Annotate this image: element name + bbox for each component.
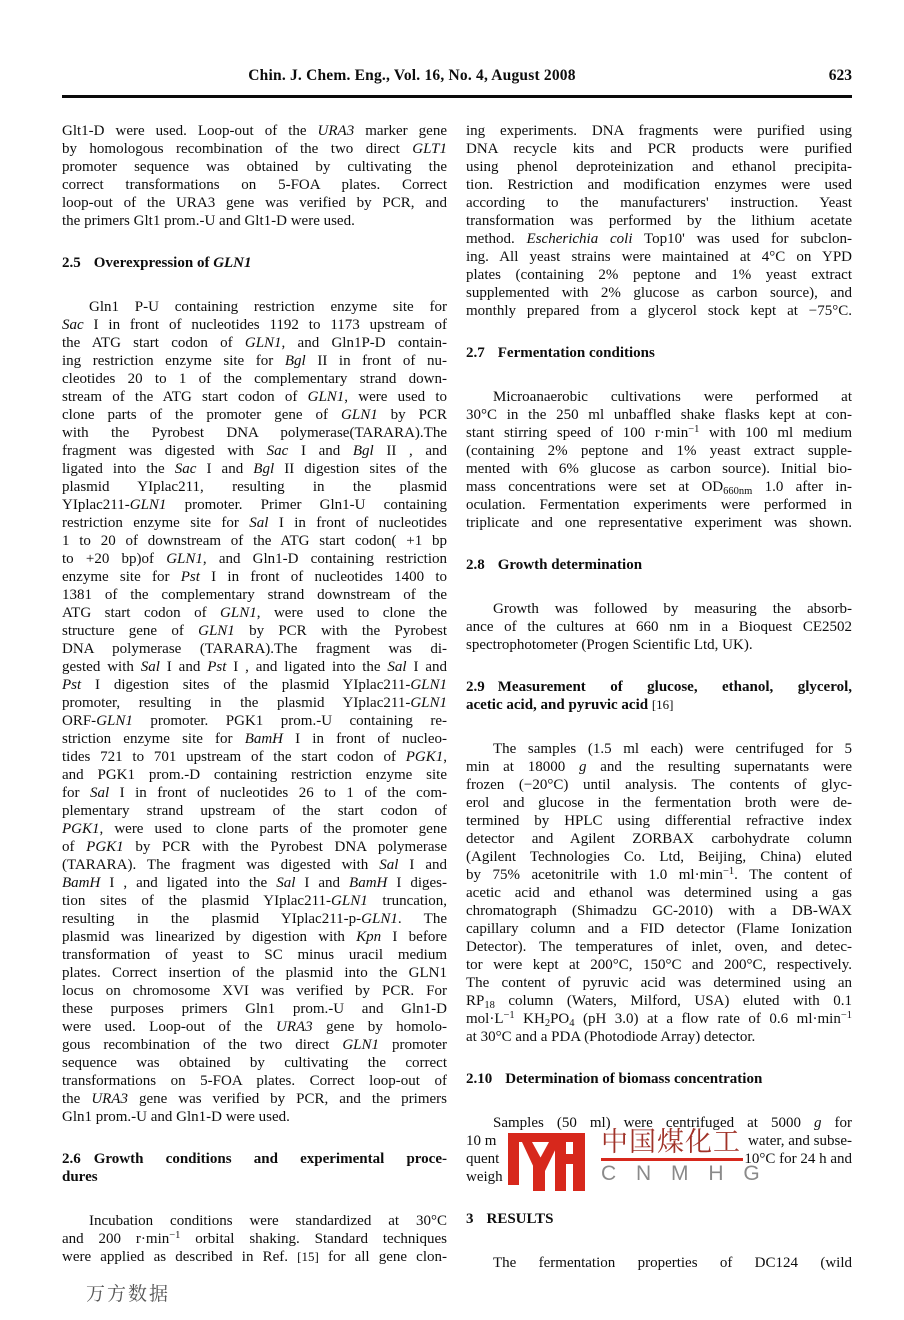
text-line: 3 RESULTS [466,1211,554,1227]
text-line: quent 10°C for 24 h and [466,1151,852,1167]
text-line: plates (containing 2% peptone and 1% yeast extract [466,267,852,283]
text-line: chromatograph (Shimadzu GC-2010) with a DB-WAX [466,903,852,919]
text-line: ing restriction enzyme site for Bgl II in front of nu- [62,353,447,369]
text-line: plasmid was linearized by digestion with Kpn I before [62,929,447,945]
text-line: tor were kept at 200°C, 150°C and 200°C, respectively. [466,957,852,973]
text-line: resulting in the plasmid YIplac211-p-GLN1. The [62,911,447,927]
text-line: the primers Glt1 prom.-U and Glt1-D were used. [62,213,355,229]
section-heading [466,1070,852,1088]
journal-header: Chin. J. Chem. Eng., Vol. 16, No. 4, August 2008 [248,67,576,84]
text-line: YIplac211-GLN1 promoter. Primer Gln1-U containing [62,497,447,513]
left-column [62,122,447,1266]
text-line: enzyme site for Pst I in front of nucleotides 1400 to [62,569,447,585]
text-line: The content of pyruvic acid was determined using an [466,975,852,991]
text-line: by homologous recombination of the two direct GLT1 [62,141,447,157]
text-line: ance of the cultures at 660 nm in a Bioquest CE2502 [466,619,852,635]
text-line: Microanaerobic cultivations were performed at [493,389,852,405]
paragraph [466,600,852,654]
text-line: these purposes primers Gln1 prom.-U and Gln1-D [62,1001,447,1017]
text-line: capillary column and a FID detector (Flame Ionization [466,921,852,937]
wanfang-watermark: 万方数据 [86,1284,171,1305]
text-line: $RP_{18}$ column (Waters, Milford, USA) eluted with 0.1 [466,993,852,1010]
text-line: oculation. Fermentation experiments were performed in [466,497,852,513]
text-line: Incubation conditions were standardized at 30°C [89,1213,447,1229]
text-line: acetic acid and ethanol was determined using a gas [466,885,852,901]
text-line: at 30°C and a PDA (Photodiode Array) detector. [466,1029,756,1045]
text-line: 1 to 20 of downstream of the ATG start codon( +1 bp [62,533,447,549]
text-line: acetic acid, and pyruvic acid [16] [466,697,674,713]
text-line: gested with Sal I and Pst I , and ligated into the Sal I and [62,659,447,675]
text-line: ing. All yeast strains were maintained at 4°C on YPD [466,249,852,265]
cnmhg-logo-icon [497,1121,592,1193]
section-heading [466,344,852,362]
text-line: Growth was followed by measuring the absorb- [493,601,852,617]
text-line: transformation of yeast to SC minus uracil medium [62,947,447,963]
text-line: tion sites of the plasmid YIplac211-GLN1 truncation, [62,893,447,909]
text-line: DNA polymerase (TARARA).The fragment was di- [62,641,447,657]
text-line: correct transformations on 5-FOA plates. Correct [62,177,447,193]
text-line: stream of the ATG start codon of GLN1, were used to [62,389,447,405]
text-line: Pst I digestion sites of the plasmid YIplac211-GLN1 [62,677,447,693]
section-heading [62,254,447,272]
text-line: 10 m water, and subse- [466,1133,852,1149]
text-line: promoter, resulting in the plasmid YIplac211-GLN1 [62,695,447,711]
text-line: 1381 of the complementary strand downstream of the [62,587,447,603]
text-line: the ATG start codon of GLN1, and Gln1P-D contain- [62,335,447,351]
text-line: spectrophotometer (Progen Scientific Ltd, UK). [466,637,753,653]
text-line: plementary strand upstream of the start codon of [62,803,447,819]
text-line: frozen (−20°C) until analysis. The contents of glyc- [466,777,852,793]
text-line: dures [62,1169,98,1185]
brand-underline [601,1158,743,1161]
text-line: Samples (50 ml) were centrifuged at 5000 g for [493,1115,852,1131]
header-divider [62,95,852,98]
chinese-brand-text: 中国煤化工 [601,1127,741,1157]
text-line: and 200 $r\cdot\min^{-1}$ orbital shaking. Standard techniques [62,1230,447,1247]
text-line: promoter sequence was obtained by cultivating the [62,159,447,175]
right-column [466,122,852,1272]
text-line: The samples (1.5 ml each) were centrifuged for 5 [493,741,852,757]
text-line: plasmid YIplac211, resulting in the plasmid [62,479,447,495]
text-line: mented with 6% glucose as carbon source). Initial bio- [466,461,852,477]
section-heading [466,678,852,714]
text-line: transformation was performed by the lithium acetate [466,213,852,229]
text-line: erol and glucose in the fermentation broth were de- [466,795,852,811]
text-line: termined by HPLC using differential refractive index [466,813,852,829]
text-line: detector and Agilent ZORBAX carbohydrate column [466,831,852,847]
text-line: ligated into the Sac I and Bgl II digestion sites of the [62,461,447,477]
text-line: with the Pyrobest DNA polymerase(TARARA).The [62,425,447,441]
paragraph [466,1254,852,1272]
text-line: Sac I in front of nucleotides 1192 to 1173 upstream of [62,317,447,333]
text-line: by 75% acetonitrile with 1.0 $ml\cdot\min^{-1}$. The content of [466,866,852,883]
paragraph [62,1212,447,1266]
text-line: Glt1-D were used. Loop-out of the URA3 marker gene [62,123,447,139]
text-line: 2.9 Measurement of glucose, ethanol, glycerol, [466,679,852,695]
page-number: 623 [828,67,852,84]
text-line: 2.7 Fermentation conditions [466,345,655,361]
paragraph [62,298,447,1126]
paragraph [62,122,447,230]
text-line: PGK1, were used to clone parts of the promoter gene [62,821,447,837]
text-line: gous recombination of the two direct GLN1 promoter [62,1037,447,1053]
text-line: triplicate and one representative experiment was shown. [466,515,852,531]
text-line: of PGK1 by PCR with the Pyrobest DNA polymerase [62,839,447,855]
text-line: to +20 bp)of GLN1, and Gln1-D containing restriction [62,551,447,567]
text-line: and PGK1 prom.-D containing restriction enzyme site [62,767,447,783]
text-line: cleotides 20 to 1 of the complementary strand down- [62,371,447,387]
paragraph [466,388,852,532]
text-line: ing experiments. DNA fragments were purified using [466,123,852,139]
text-line: fragment was digested with Sac I and Bgl II , and [62,443,447,459]
text-line: Gln1 P-U containing restriction enzyme site for [89,299,447,315]
latin-brand-text: C N M H G [601,1162,767,1185]
text-line: using phenol deproteinization and ethanol precipita- [466,159,852,175]
text-line: structure gene of GLN1 by PCR with the Pyrobest [62,623,447,639]
cnmhg-watermark-text [601,1121,767,1185]
text-line: (Agilent Technologies Co. Ltd, Beijing, China) eluted [466,849,852,865]
text-line: for Sal I in front of nucleotides 26 to 1 of the com- [62,785,447,801]
text-line: supplemented with 2% glucose as carbon source), and [466,285,852,301]
text-line: 2.10 Determination of biomass concentration [466,1071,763,1087]
text-line: DNA recycle kits and PCR products were purified [466,141,852,157]
text-line: (TARARA). The fragment was digested with Sal I and [62,857,447,873]
text-line: Gln1 prom.-U and Gln1-D were used. [62,1109,290,1125]
text-line: ORF-GLN1 promoter. PGK1 prom.-U containing re- [62,713,447,729]
text-line: sequence was obtained by cultivating the correct [62,1055,447,1071]
text-line: restriction enzyme site for Sal I in front of nucleotides [62,515,447,531]
text-line: 2.8 Growth determination [466,557,643,573]
text-line: loop-out of the URA3 gene was verified by PCR, and [62,195,447,211]
text-line: 30°C in the 250 ml unbaffled shake flasks kept at con- [466,407,852,423]
section-heading [62,1150,447,1186]
cnmhg-watermark [497,1121,767,1193]
text-line: were used. Loop-out of the URA3 gene by homolo- [62,1019,447,1035]
text-line: min at 18000 g and the resulting supernatants were [466,759,852,775]
text-line: 2.5 Overexpression of GLN1 [62,255,252,271]
text-line: locus on chromosome XVI was verified by PCR. For [62,983,447,999]
text-line: method. Escherichia coli Top10' was used for subclon- [466,231,852,247]
text-line: The fermentation properties of DC124 (wild [493,1255,852,1271]
text-line: according to the manufacturers' instruction. Yeast [466,195,852,211]
text-line: plates. Correct insertion of the plasmid into the GLN1 [62,965,447,981]
text-line: the URA3 gene was verified by PCR, and the primers [62,1091,447,1107]
text-line: transformations on 5-FOA plates. Correct loop-out of [62,1073,447,1089]
text-line: $mol\cdot L^{-1}$ $KH_2PO_4$ (pH 3.0) at a flow rate of 0.6 $ml\cdot\min^{-1}$ [466,1010,852,1028]
section-heading [466,1210,852,1228]
paragraph [466,122,852,320]
text-line: 2.6 Growth conditions and experimental proce- [62,1151,447,1167]
text-line: mass concentrations were set at $OD_{660nm}$ 1.0 after in- [466,479,852,496]
text-line: monthly prepared from a glycerol stock kept at −75°C. [466,303,852,319]
paragraph [466,740,852,1046]
text-line: (containing 2% peptone and 1% yeast extract supple- [466,443,852,459]
text-line: clone parts of the promoter gene of GLN1 by PCR [62,407,447,423]
section-heading [466,556,852,574]
text-line: were applied as described in Ref. [15] for all gene clon- [62,1249,447,1265]
text-line: Detector). The temperatures of inlet, oven, and detec- [466,939,852,955]
text-line: striction enzyme site for BamH I in front of nucleo- [62,731,447,747]
text-line: ATG start codon of GLN1, were used to clone the [62,605,447,621]
text-line: tion. Restriction and modification enzymes were used [466,177,852,193]
text-line: stant stirring speed of 100 $r\cdot\min^{-1}$ with 100 ml medium [466,424,852,441]
text-line: BamH I , and ligated into the Sal I and BamH I diges- [62,875,447,891]
text-line: tides 721 to 701 upstream of the start codon of PGK1, [62,749,447,765]
text-line: weigh [466,1169,503,1185]
